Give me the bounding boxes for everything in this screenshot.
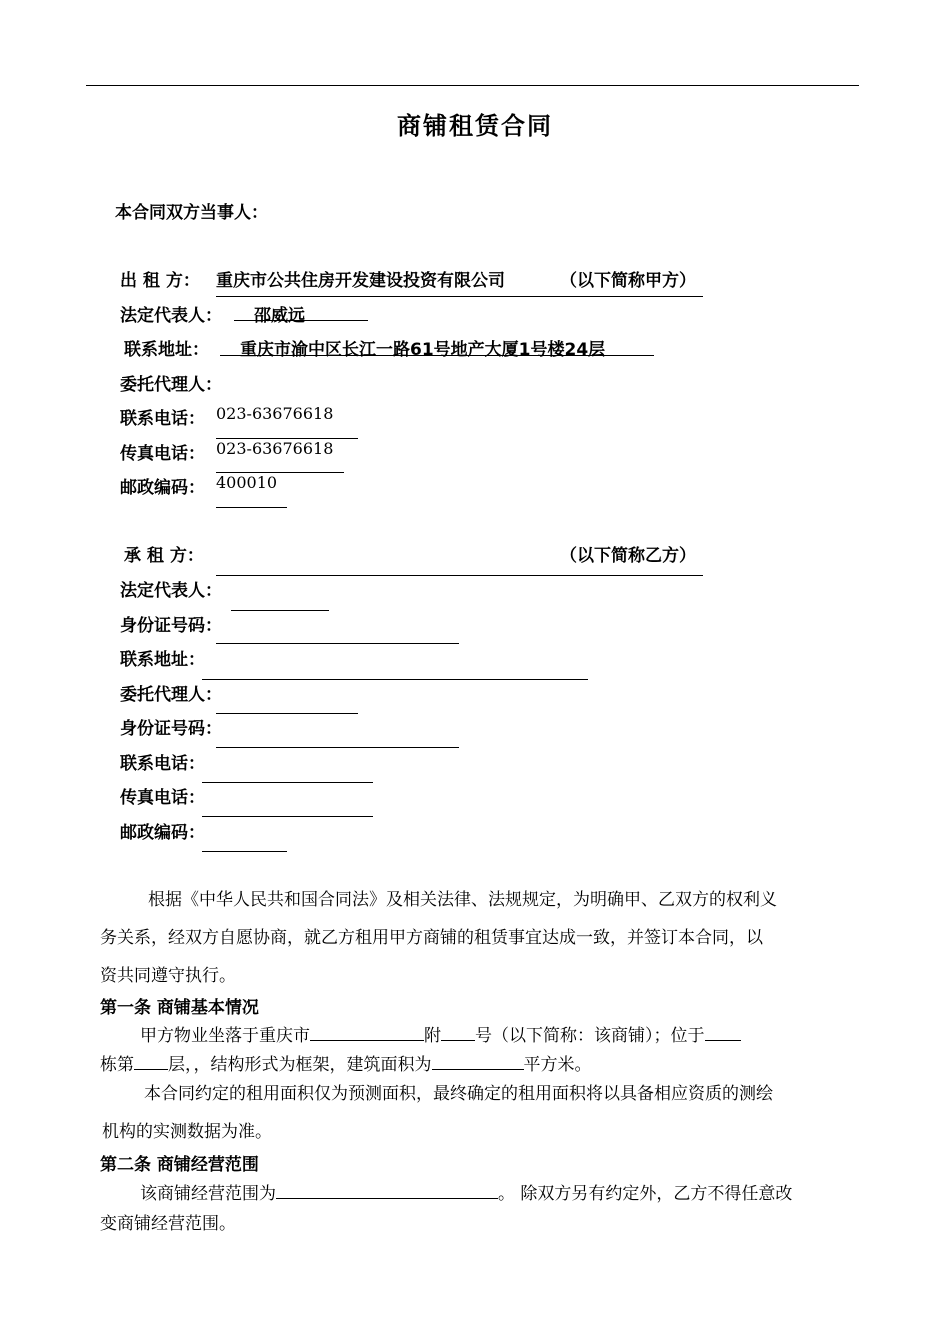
article-2-line-2: 变商铺经营范围。 — [100, 1214, 236, 1234]
lessee-zip-label: 邮政编码： — [120, 823, 205, 843]
art2-l1-b: 。 除双方另有约定外，乙方不得任意改 — [498, 1184, 793, 1204]
art2-l1-a: 该商铺经营范围为 — [140, 1184, 276, 1204]
lessee-id-line — [216, 643, 459, 644]
lessee-fax-line — [202, 816, 373, 817]
lessee-label: 承 租 方： — [124, 546, 204, 566]
lessee-fax-label: 传真电话： — [120, 788, 205, 808]
lessee-address-line — [202, 679, 588, 680]
lessee-phone-line — [202, 782, 373, 783]
art1-l2-b: 层，，结构形式为框架，建筑面积为 — [168, 1055, 432, 1075]
lessor-rep: 邵威远 — [254, 306, 305, 326]
preamble-line-1: 根据《中华人民共和国合同法》及相关法律、法规规定，为明确甲、乙双方的权利义 — [148, 890, 777, 910]
lessee-phone-label: 联系电话： — [120, 754, 205, 774]
art1-l2-c: 平方米。 — [523, 1055, 592, 1075]
lessee-rep-label: 法定代表人： — [120, 581, 222, 601]
article-1-para-2-line-2: 机构的实测数据为准。 — [102, 1122, 272, 1142]
art1-l1-a: 甲方物业坐落于重庆市 — [140, 1026, 310, 1046]
lessee-address-label: 联系地址： — [120, 650, 205, 670]
lessee-zip-line — [202, 851, 287, 852]
lessee-abbr: （以下简称乙方） — [560, 546, 696, 566]
art1-l1-b: 附 — [424, 1026, 441, 1046]
article-1-para-2-line-1: 本合同约定的租用面积仅为预测面积，最终确定的租用面积将以具备相应资质的测绘 — [144, 1084, 773, 1104]
article-2-heading: 第二条 商铺经营范围 — [100, 1155, 259, 1175]
lessor-zip-label: 邮政编码： — [120, 478, 205, 498]
preamble-line-3: 资共同遵守执行。 — [100, 966, 236, 986]
article-1-heading: 第一条 商铺基本情况 — [100, 998, 259, 1018]
lessor-phone-label: 联系电话： — [120, 409, 205, 429]
lessor-name-line — [216, 296, 703, 297]
lessor-address-label: 联系地址： — [124, 340, 209, 360]
preamble-line-2: 务关系，经双方自愿协商，就乙方租用甲方商铺的租赁事宜达成一致，并签订本合同，以 — [100, 928, 763, 948]
area-blank — [432, 1051, 524, 1070]
lessor-rep-line — [234, 320, 368, 321]
lessor-fax-label: 传真电话： — [120, 444, 205, 464]
lessor-zip-line — [216, 507, 287, 508]
lessor-address: 重庆市渝中区长江一路61号地产大厦1号楼24层 — [240, 340, 606, 360]
lessor-phone: 023-63676618 — [216, 404, 334, 423]
street-blank — [310, 1022, 424, 1041]
lessor-address-line — [220, 355, 654, 356]
floor-blank — [134, 1051, 168, 1070]
lessor-agent-label: 委托代理人： — [120, 375, 222, 395]
document-title: 商铺租赁合同 — [397, 112, 553, 140]
header-rule — [86, 85, 859, 86]
lessor-label: 出 租 方： — [120, 271, 200, 291]
article-1-line-2 — [100, 1050, 592, 1075]
lessee-name-line — [216, 575, 703, 576]
number-blank — [441, 1022, 475, 1041]
lessee-agent-label: 委托代理人： — [120, 685, 222, 705]
lessee-id-label: 身份证号码： — [120, 616, 222, 636]
art1-l1-c: 号（以下简称：该商铺）；位于 — [475, 1026, 705, 1046]
lessee-agent-line — [216, 713, 358, 714]
lessor-fax: 023-63676618 — [216, 439, 334, 458]
lessee-id2-line — [216, 747, 459, 748]
scope-blank — [276, 1180, 498, 1199]
article-2-line-1 — [140, 1179, 792, 1204]
lessor-abbr: （以下简称甲方） — [560, 271, 696, 291]
lessee-rep-line — [231, 610, 329, 611]
article-1-line-1 — [140, 1021, 741, 1046]
lessor-name: 重庆市公共住房开发建设投资有限公司 — [216, 271, 505, 291]
intro-line: 本合同双方当事人： — [115, 203, 268, 223]
art1-l2-a: 栋第 — [100, 1055, 134, 1075]
lessor-rep-label: 法定代表人： — [120, 306, 222, 326]
lessee-id2-label: 身份证号码： — [120, 719, 222, 739]
lessor-zip: 400010 — [216, 473, 278, 492]
building-blank — [705, 1022, 741, 1041]
